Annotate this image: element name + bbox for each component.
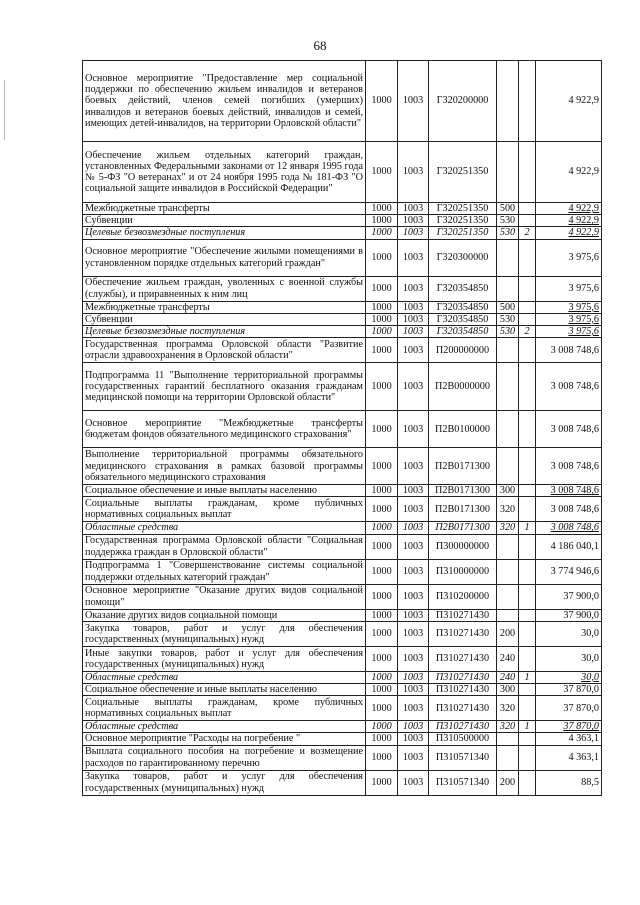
cell-razdel: 1000 xyxy=(366,534,398,559)
cell-target-article: П2В0171300 xyxy=(429,448,497,485)
cell-amount: 30,0 xyxy=(536,671,602,683)
cell-podrazdel: 1003 xyxy=(398,239,429,276)
cell-podrazdel: 1003 xyxy=(398,584,429,609)
cell-funding-source: 1 xyxy=(519,671,536,683)
cell-expense-type: 200 xyxy=(497,770,519,795)
cell-razdel: 1000 xyxy=(366,301,398,313)
cell-funding-source: 1 xyxy=(519,522,536,534)
cell-name: Закупка товаров, работ и услуг для обеспечения государственных (муниципальных) нужд xyxy=(83,621,366,646)
cell-funding-source xyxy=(519,684,536,696)
cell-name: Оказание других видов социальной помощи xyxy=(83,609,366,621)
cell-podrazdel: 1003 xyxy=(398,609,429,621)
cell-expense-type: 320 xyxy=(497,696,519,721)
cell-name: Иные закупки товаров, работ и услуг для обеспечения государственных (муниципальных) нужд xyxy=(83,646,366,671)
table-row xyxy=(83,448,602,485)
table-row xyxy=(83,203,602,215)
cell-name: Основное мероприятие "Оказание других видов социальной помощи" xyxy=(83,584,366,609)
table-row xyxy=(83,497,602,522)
table-row xyxy=(83,522,602,534)
cell-funding-source: 2 xyxy=(519,326,536,338)
cell-funding-source xyxy=(519,313,536,325)
cell-target-article: П310271430 xyxy=(429,646,497,671)
cell-amount: 37 870,0 xyxy=(536,684,602,696)
cell-expense-type: 530 xyxy=(497,313,519,325)
table-row xyxy=(83,770,602,795)
cell-amount: 37 900,0 xyxy=(536,584,602,609)
table-row xyxy=(83,534,602,559)
cell-funding-source xyxy=(519,696,536,721)
cell-amount: 3 008 748,6 xyxy=(536,497,602,522)
cell-expense-type: 320 xyxy=(497,522,519,534)
cell-podrazdel: 1003 xyxy=(398,301,429,313)
cell-amount: 3 774 946,6 xyxy=(536,559,602,584)
cell-podrazdel: 1003 xyxy=(398,485,429,497)
cell-name: Целевые безвозмездные поступления xyxy=(83,326,366,338)
cell-razdel: 1000 xyxy=(366,313,398,325)
cell-name: Областные средства xyxy=(83,671,366,683)
cell-razdel: 1000 xyxy=(366,239,398,276)
cell-name: Целевые безвозмездные поступления xyxy=(83,227,366,239)
cell-podrazdel: 1003 xyxy=(398,770,429,795)
cell-podrazdel: 1003 xyxy=(398,448,429,485)
cell-target-article: Г320251350 xyxy=(429,203,497,215)
cell-expense-type: 500 xyxy=(497,203,519,215)
cell-name: Субвенции xyxy=(83,215,366,227)
table-row xyxy=(83,363,602,411)
cell-name: Государственная программа Орловской области "Развитие отрасли здравоохранения в Орловской области" xyxy=(83,338,366,363)
cell-funding-source xyxy=(519,338,536,363)
table-row xyxy=(83,721,602,733)
cell-name: Выплата социального пособия на погребение и возмещение расходов по гарантированному перечню xyxy=(83,745,366,770)
cell-amount: 3 008 748,6 xyxy=(536,411,602,448)
cell-name: Межбюджетные трансферты xyxy=(83,301,366,313)
cell-razdel: 1000 xyxy=(366,584,398,609)
cell-amount: 4 922,9 xyxy=(536,142,602,203)
cell-podrazdel: 1003 xyxy=(398,363,429,411)
cell-podrazdel: 1003 xyxy=(398,721,429,733)
cell-name: Закупка товаров, работ и услуг для обеспечения государственных (муниципальных) нужд xyxy=(83,770,366,795)
cell-razdel: 1000 xyxy=(366,559,398,584)
cell-podrazdel: 1003 xyxy=(398,671,429,683)
cell-expense-type: 240 xyxy=(497,671,519,683)
cell-name: Областные средства xyxy=(83,721,366,733)
cell-target-article: П2В0000000 xyxy=(429,363,497,411)
cell-name: Межбюджетные трансферты xyxy=(83,203,366,215)
cell-expense-type xyxy=(497,239,519,276)
table-row xyxy=(83,61,602,142)
cell-funding-source: 2 xyxy=(519,227,536,239)
table-row xyxy=(83,671,602,683)
cell-amount: 4 922,9 xyxy=(536,227,602,239)
cell-amount: 4 186 040,1 xyxy=(536,534,602,559)
budget-table xyxy=(82,60,602,796)
cell-amount: 37 870,0 xyxy=(536,696,602,721)
table-row xyxy=(83,733,602,745)
cell-podrazdel: 1003 xyxy=(398,522,429,534)
cell-funding-source xyxy=(519,497,536,522)
cell-razdel: 1000 xyxy=(366,215,398,227)
cell-target-article: П2В0171300 xyxy=(429,522,497,534)
cell-name: Выполнение территориальной программы обязательного медицинского страхования в рамках базовой программы обязательного медицинского страхования xyxy=(83,448,366,485)
cell-amount: 3 975,6 xyxy=(536,239,602,276)
table-row xyxy=(83,142,602,203)
cell-expense-type xyxy=(497,534,519,559)
cell-funding-source xyxy=(519,646,536,671)
cell-target-article: П310271430 xyxy=(429,696,497,721)
cell-funding-source xyxy=(519,411,536,448)
cell-amount: 4 922,9 xyxy=(536,215,602,227)
cell-amount: 3 975,6 xyxy=(536,326,602,338)
table-row xyxy=(83,559,602,584)
cell-target-article: П310271430 xyxy=(429,721,497,733)
cell-target-article: П2В0100000 xyxy=(429,411,497,448)
scan-margin-mark xyxy=(4,80,5,140)
cell-razdel: 1000 xyxy=(366,326,398,338)
cell-amount: 3 975,6 xyxy=(536,301,602,313)
cell-razdel: 1000 xyxy=(366,721,398,733)
table-row xyxy=(83,696,602,721)
cell-target-article: П310271430 xyxy=(429,671,497,683)
table-row xyxy=(83,609,602,621)
cell-funding-source xyxy=(519,61,536,142)
cell-razdel: 1000 xyxy=(366,276,398,301)
cell-target-article: Г320200000 xyxy=(429,61,497,142)
table-row xyxy=(83,276,602,301)
cell-name: Субвенции xyxy=(83,313,366,325)
cell-target-article: П310500000 xyxy=(429,733,497,745)
table-row xyxy=(83,684,602,696)
cell-razdel: 1000 xyxy=(366,684,398,696)
cell-funding-source xyxy=(519,621,536,646)
cell-razdel: 1000 xyxy=(366,696,398,721)
cell-amount: 30,0 xyxy=(536,646,602,671)
cell-razdel: 1000 xyxy=(366,203,398,215)
cell-target-article: Г320251350 xyxy=(429,227,497,239)
cell-expense-type xyxy=(497,559,519,584)
cell-expense-type: 240 xyxy=(497,646,519,671)
cell-funding-source xyxy=(519,559,536,584)
cell-funding-source xyxy=(519,733,536,745)
cell-podrazdel: 1003 xyxy=(398,326,429,338)
cell-podrazdel: 1003 xyxy=(398,497,429,522)
cell-razdel: 1000 xyxy=(366,646,398,671)
cell-podrazdel: 1003 xyxy=(398,227,429,239)
cell-razdel: 1000 xyxy=(366,522,398,534)
cell-name: Социальные выплаты гражданам, кроме публичных нормативных социальных выплат xyxy=(83,497,366,522)
cell-expense-type: 320 xyxy=(497,721,519,733)
cell-target-article: Г320251350 xyxy=(429,142,497,203)
cell-funding-source xyxy=(519,485,536,497)
cell-amount: 3 008 748,6 xyxy=(536,522,602,534)
cell-target-article: П200000000 xyxy=(429,338,497,363)
table-row xyxy=(83,646,602,671)
cell-name: Основное мероприятие "Предоставление мер социальной поддержки по обеспечению жильем инвалидов и ветеранов боевых действий, членов семей погибших (умерших) инвалидов и ветеранов боевых действий, инвалидов и семей, имеющих детей-инвалидов, на территории Орловской области" xyxy=(83,61,366,142)
cell-expense-type: 200 xyxy=(497,621,519,646)
cell-podrazdel: 1003 xyxy=(398,621,429,646)
cell-funding-source xyxy=(519,363,536,411)
cell-razdel: 1000 xyxy=(366,621,398,646)
cell-target-article: П310571340 xyxy=(429,770,497,795)
cell-target-article: П310000000 xyxy=(429,559,497,584)
cell-expense-type: 320 xyxy=(497,497,519,522)
cell-podrazdel: 1003 xyxy=(398,338,429,363)
cell-podrazdel: 1003 xyxy=(398,696,429,721)
table-row xyxy=(83,485,602,497)
cell-razdel: 1000 xyxy=(366,363,398,411)
cell-expense-type: 500 xyxy=(497,301,519,313)
cell-amount: 3 008 748,6 xyxy=(536,485,602,497)
table-row xyxy=(83,338,602,363)
cell-razdel: 1000 xyxy=(366,745,398,770)
table-row xyxy=(83,239,602,276)
cell-amount: 88,5 xyxy=(536,770,602,795)
cell-amount: 37 870,0 xyxy=(536,721,602,733)
cell-amount: 3 008 748,6 xyxy=(536,448,602,485)
cell-target-article: Г320251350 xyxy=(429,215,497,227)
table-row xyxy=(83,621,602,646)
cell-name: Подпрограмма 1 "Совершенствование системы социальной поддержки отдельных категорий граждан" xyxy=(83,559,366,584)
cell-target-article: П310271430 xyxy=(429,609,497,621)
cell-razdel: 1000 xyxy=(366,770,398,795)
cell-podrazdel: 1003 xyxy=(398,646,429,671)
cell-amount: 3 975,6 xyxy=(536,276,602,301)
cell-podrazdel: 1003 xyxy=(398,61,429,142)
cell-podrazdel: 1003 xyxy=(398,203,429,215)
cell-expense-type: 300 xyxy=(497,485,519,497)
cell-podrazdel: 1003 xyxy=(398,684,429,696)
cell-funding-source xyxy=(519,584,536,609)
cell-amount: 4 922,9 xyxy=(536,203,602,215)
cell-name: Социальные выплаты гражданам, кроме публичных нормативных социальных выплат xyxy=(83,696,366,721)
cell-funding-source xyxy=(519,142,536,203)
cell-amount: 4 363,1 xyxy=(536,745,602,770)
cell-funding-source: 1 xyxy=(519,721,536,733)
cell-name: Государственная программа Орловской области "Социальная поддержка граждан в Орловской области" xyxy=(83,534,366,559)
cell-name: Социальное обеспечение и иные выплаты населению xyxy=(83,485,366,497)
cell-razdel: 1000 xyxy=(366,497,398,522)
cell-amount: 4 922,9 xyxy=(536,61,602,142)
cell-expense-type: 530 xyxy=(497,215,519,227)
cell-razdel: 1000 xyxy=(366,733,398,745)
cell-funding-source xyxy=(519,609,536,621)
table-row xyxy=(83,215,602,227)
table-row xyxy=(83,411,602,448)
cell-expense-type xyxy=(497,584,519,609)
cell-podrazdel: 1003 xyxy=(398,411,429,448)
cell-expense-type xyxy=(497,338,519,363)
cell-funding-source xyxy=(519,276,536,301)
cell-target-article: П310571340 xyxy=(429,745,497,770)
cell-amount: 37 900,0 xyxy=(536,609,602,621)
table-row xyxy=(83,326,602,338)
cell-name: Подпрограмма 11 "Выполнение территориальной программы государственных гарантий бесплатного оказания гражданам медицинской помощи на территории Орловской области" xyxy=(83,363,366,411)
cell-expense-type xyxy=(497,448,519,485)
cell-podrazdel: 1003 xyxy=(398,559,429,584)
cell-expense-type xyxy=(497,733,519,745)
cell-target-article: Г320354850 xyxy=(429,313,497,325)
cell-razdel: 1000 xyxy=(366,411,398,448)
cell-amount: 3 975,6 xyxy=(536,313,602,325)
cell-funding-source xyxy=(519,203,536,215)
cell-amount: 4 363,1 xyxy=(536,733,602,745)
cell-expense-type: 530 xyxy=(497,326,519,338)
cell-name: Основное мероприятие "Межбюджетные трансферты бюджетам фондов обязательного медицинского страхования" xyxy=(83,411,366,448)
cell-podrazdel: 1003 xyxy=(398,733,429,745)
cell-name: Областные средства xyxy=(83,522,366,534)
page-number: 68 xyxy=(313,38,327,53)
cell-razdel: 1000 xyxy=(366,61,398,142)
cell-name: Социальное обеспечение и иные выплаты населению xyxy=(83,684,366,696)
cell-razdel: 1000 xyxy=(366,671,398,683)
cell-expense-type: 300 xyxy=(497,684,519,696)
cell-target-article: Г320354850 xyxy=(429,326,497,338)
cell-expense-type xyxy=(497,411,519,448)
cell-target-article: П310271430 xyxy=(429,621,497,646)
cell-podrazdel: 1003 xyxy=(398,276,429,301)
cell-target-article: Г320354850 xyxy=(429,301,497,313)
cell-expense-type xyxy=(497,142,519,203)
table-row xyxy=(83,313,602,325)
cell-name: Основное мероприятие "Расходы на погребение " xyxy=(83,733,366,745)
cell-funding-source xyxy=(519,770,536,795)
cell-funding-source xyxy=(519,745,536,770)
cell-name: Обеспечение жильем граждан, уволенных с военной службы (службы), и приравненных к ним лиц xyxy=(83,276,366,301)
cell-target-article: П2В0171300 xyxy=(429,497,497,522)
cell-podrazdel: 1003 xyxy=(398,534,429,559)
cell-target-article: Г320300000 xyxy=(429,239,497,276)
cell-funding-source xyxy=(519,215,536,227)
table-row xyxy=(83,745,602,770)
cell-amount: 3 008 748,6 xyxy=(536,338,602,363)
cell-podrazdel: 1003 xyxy=(398,745,429,770)
cell-funding-source xyxy=(519,239,536,276)
cell-razdel: 1000 xyxy=(366,338,398,363)
cell-funding-source xyxy=(519,534,536,559)
cell-target-article: Г320354850 xyxy=(429,276,497,301)
cell-name: Обеспечение жильем отдельных категорий граждан, установленных Федеральными законами от 12 января 1995 года № 5-ФЗ "О ветеранах" и от 24 ноября 1995 года № 181-ФЗ "О социальной защите инвалидов в Российской Федерации" xyxy=(83,142,366,203)
cell-razdel: 1000 xyxy=(366,142,398,203)
cell-razdel: 1000 xyxy=(366,227,398,239)
cell-razdel: 1000 xyxy=(366,609,398,621)
cell-funding-source xyxy=(519,301,536,313)
cell-expense-type: 530 xyxy=(497,227,519,239)
cell-target-article: П310271430 xyxy=(429,684,497,696)
table-row xyxy=(83,584,602,609)
cell-expense-type xyxy=(497,61,519,142)
cell-podrazdel: 1003 xyxy=(398,215,429,227)
cell-razdel: 1000 xyxy=(366,448,398,485)
cell-amount: 3 008 748,6 xyxy=(536,363,602,411)
cell-target-article: П300000000 xyxy=(429,534,497,559)
table-row xyxy=(83,227,602,239)
table-row xyxy=(83,301,602,313)
cell-expense-type xyxy=(497,745,519,770)
cell-expense-type xyxy=(497,276,519,301)
cell-razdel: 1000 xyxy=(366,485,398,497)
cell-target-article: П310200000 xyxy=(429,584,497,609)
cell-podrazdel: 1003 xyxy=(398,313,429,325)
cell-podrazdel: 1003 xyxy=(398,142,429,203)
cell-expense-type xyxy=(497,609,519,621)
cell-name: Основное мероприятие "Обеспечение жилыми помещениями в установленном порядке отдельных категорий граждан" xyxy=(83,239,366,276)
cell-funding-source xyxy=(519,448,536,485)
cell-expense-type xyxy=(497,363,519,411)
cell-amount: 30,0 xyxy=(536,621,602,646)
cell-target-article: П2В0171300 xyxy=(429,485,497,497)
